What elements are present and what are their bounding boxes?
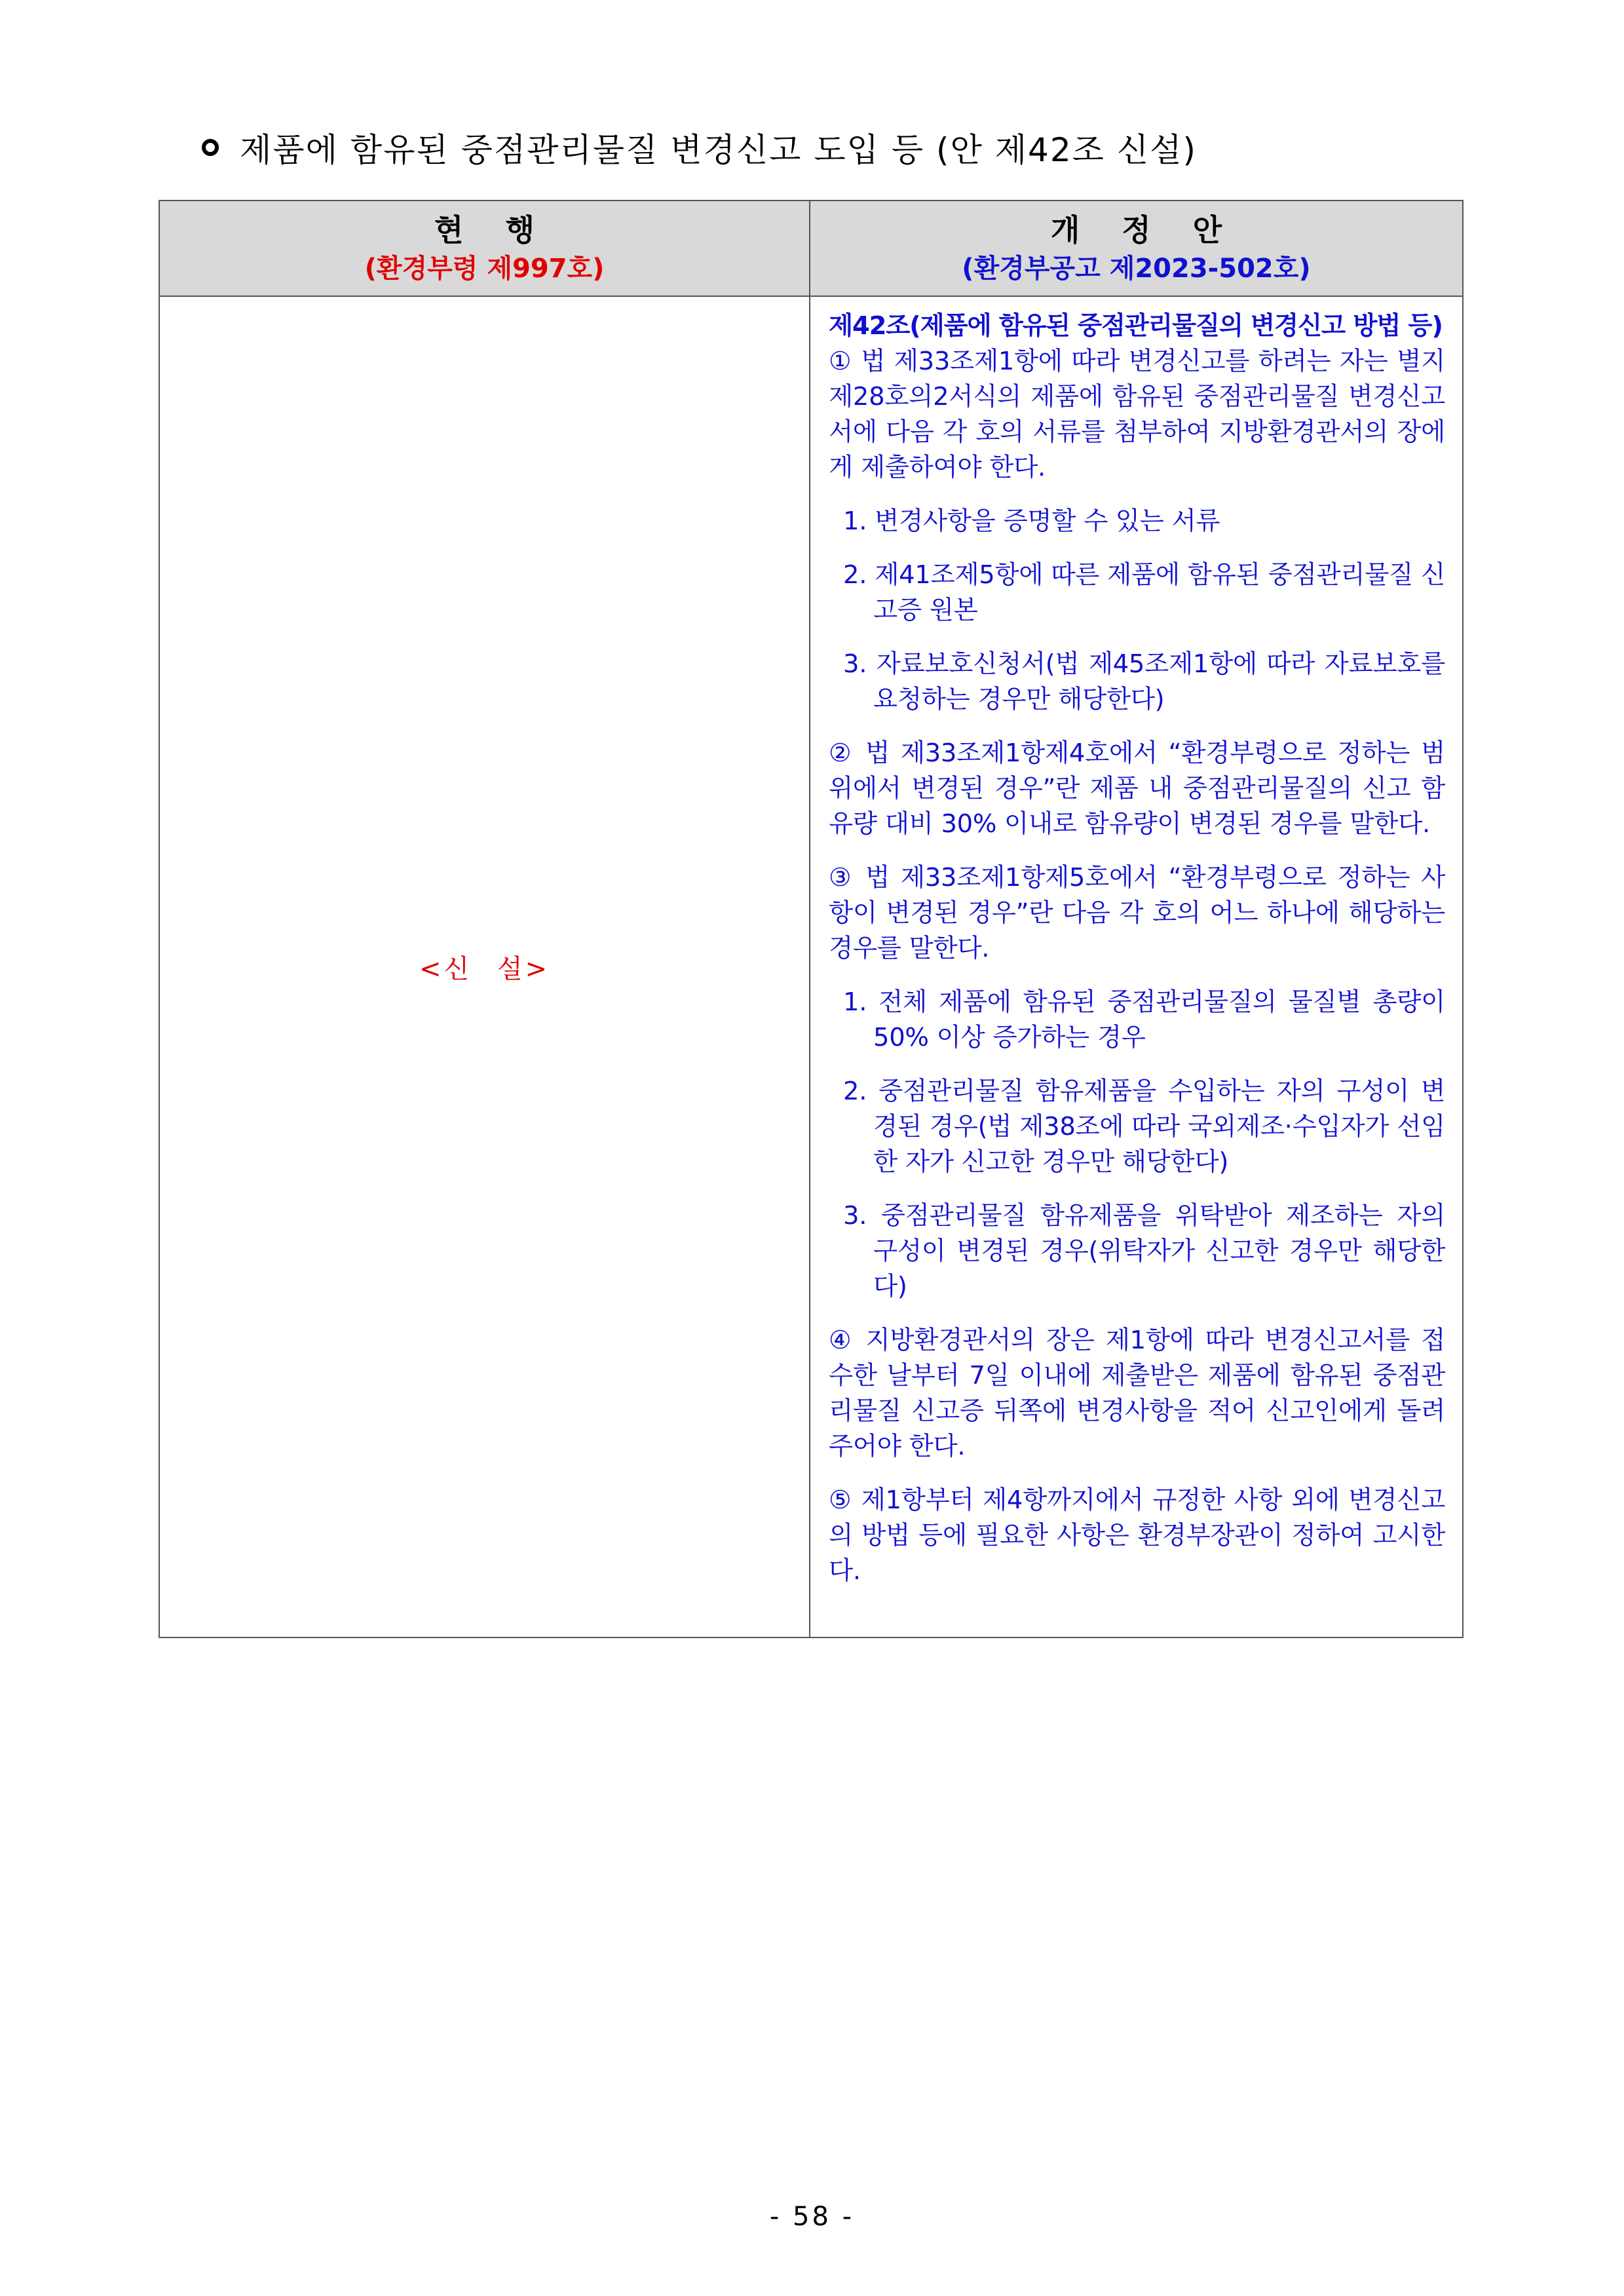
proposed-header-title: 개 정 안 [1050,212,1238,248]
section-title-text: 제품에 함유된 중점관리물질 변경신고 도입 등 (안 제42조 신설) [240,131,1197,169]
table-header-row [159,201,1463,296]
paragraph-5: ⑤ 제1항부터 제4항까지에서 규정한 사항 외에 변경신고의 방법 등에 필요한 사항은 환경부장관이 정하여 고시한다. [829,1485,1445,1586]
paragraph-1: ① 법 제33조제1항에 따라 변경신고를 하려는 자는 별지 제28호의2서식의 제품에 함유된 중점관리물질 변경신고서에 다음 각 호의 서류를 첨부하여 지방환경관서의 장에게 제출하여야 한다. [829,347,1445,482]
paragraph-3-item-1: 1. 전체 제품에 함유된 중점관리물질의 물질별 총량이 50% 이상 증가하는 경우 [843,987,1445,1052]
paragraph-3-item-2: 2. 중점관리물질 함유제품을 수입하는 자의 구성이 변경된 경우(법 제38조에 따라 국외제조·수입자가 선임한 자가 신고한 경우만 해당한다) [843,1077,1445,1177]
paragraph-3-item-3: 3. 중점관리물질 함유제품을 위탁받아 제조하는 자의 구성이 변경된 경우(위탁자가 신고한 경우만 해당한다) [843,1201,1445,1301]
paragraph-1-item-2: 2. 제41조제5항에 따른 제품에 함유된 중점관리물질 신고증 원본 [843,560,1445,625]
proposed-column-header [810,201,1463,296]
proposed-text-cell [810,296,1463,1637]
table-body-row [159,296,1463,1637]
new-provision-mark: <신 설> [419,954,550,984]
current-column-header [159,201,810,296]
current-text-cell [159,296,810,1637]
article-title: 제42조(제품에 함유된 중점관리물질의 변경신고 방법 등) [829,311,1443,341]
paragraph-4: ④ 지방환경관서의 장은 제1항에 따라 변경신고서를 접수한 날부터 7일 이내에 제출받은 제품에 함유된 중점관리물질 신고증 뒤쪽에 변경사항을 적어 신고인에게 돌려주어야 한다. [829,1326,1445,1461]
section-title [202,124,1446,170]
proposed-header-subtitle: (환경부공고 제2023-502호) [962,254,1311,284]
paragraph-2: ② 법 제33조제1항제4호에서 “환경부령으로 정하는 범위에서 변경된 경우”란 제품 내 중점관리물질의 신고 함유량 대비 30% 이내로 함유량이 변경된 경우를 말한다. [829,738,1445,839]
comparison-table [159,200,1463,1638]
current-header-subtitle: (환경부령 제997호) [364,254,605,284]
paragraph-1-item-3: 3. 자료보호신청서(법 제45조제1항에 따라 자료보호를 요청하는 경우만 해당한다) [843,649,1445,714]
paragraph-3: ③ 법 제33조제1항제5호에서 “환경부령으로 정하는 사항이 변경된 경우”란 다음 각 호의 어느 하나에 해당하는 경우를 말한다. [829,863,1445,963]
paragraph-1-item-1: 1. 변경사항을 증명할 수 있는 서류 [843,507,1220,536]
page-number: - 58 - [769,2202,855,2232]
hollow-circle-bullet-icon [202,139,219,156]
current-header-title: 현 행 [434,212,550,248]
